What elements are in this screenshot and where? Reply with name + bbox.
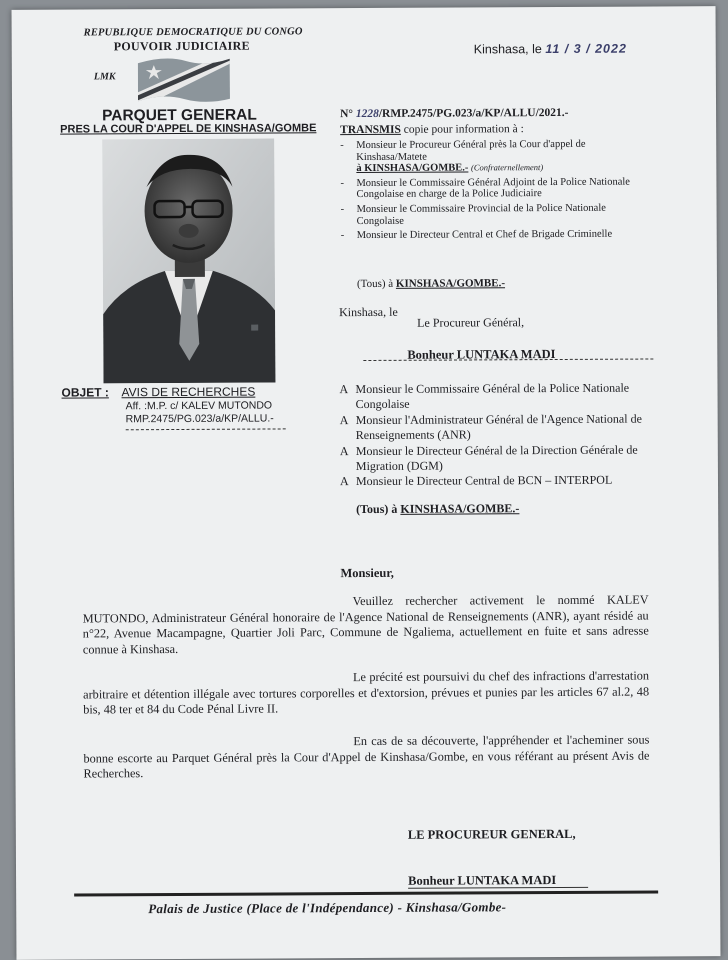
signatory-title: Le Procureur Général, bbox=[417, 315, 525, 330]
document-page bbox=[12, 6, 721, 960]
ref-prefix: N° bbox=[340, 108, 354, 121]
paragraph-1 bbox=[83, 593, 649, 658]
transmission-item bbox=[340, 139, 645, 175]
transmission-item bbox=[340, 176, 645, 201]
tous-prefix: (Tous) à bbox=[356, 277, 394, 291]
paragraph-text: l'acheminer sous bonne escorte au Parquet Général près la Cour d'Appel de Kinshasa/Gombe, en vous référant au présent Avis de Recherches. bbox=[83, 732, 650, 781]
addressee-item: A Monsieur le Directeur Général de la Direction Générale de Migration (DGM) bbox=[340, 442, 662, 474]
transmission-list bbox=[340, 139, 646, 245]
city-prefix: Kinshasa, le bbox=[473, 42, 542, 57]
transmission-item-text: Monsieur le Commissaire Provincial de la Police Nationale Congolaise bbox=[356, 202, 606, 227]
addressee-tous bbox=[356, 501, 519, 517]
authority-heading: POUVOIR JUDICIAIRE bbox=[113, 38, 250, 54]
addressee-item: A Monsieur le Directeur Central de BCN – INTERPOL bbox=[340, 473, 662, 490]
ref-handwritten-number: 1228 bbox=[355, 107, 379, 121]
addressee-item: A Monsieur le Commissaire Général de la Police Nationale Congolaise bbox=[339, 380, 661, 412]
paragraph-lead: Le précité est poursuivi du chef des infractions bbox=[352, 668, 586, 685]
paragraph-lead: En cas de sa découverte, l'appréhender et bbox=[353, 732, 563, 749]
paragraph-lead: Veuillez rechercher activement le nommé bbox=[352, 592, 595, 609]
transmis-text: copie pour information à : bbox=[403, 123, 524, 136]
footer-address: Palais de Justice (Place de l'Indépendance) - Kinshasa/Gombe- bbox=[148, 899, 507, 917]
transmission-item-text: Monsieur le Procureur Général près la Cour d'appel de Kinshasa/Matete bbox=[356, 138, 586, 163]
transmission-intro bbox=[340, 123, 524, 136]
transmission-item bbox=[341, 229, 646, 242]
handwritten-date: 11 / 3 / 2022 bbox=[545, 41, 627, 57]
addressee-list bbox=[339, 380, 662, 490]
tous-prefix: (Tous) à bbox=[356, 501, 398, 517]
paragraph-text: d'arrestation arbitraire et détention illégale avec tortures corporelles et d'extorsion, prévues et punies par les articles 67 al.2, 48 bis, 48 ter et 84 du Code Pénal Livre II. bbox=[83, 668, 650, 717]
paragraph-text: KALEV MUTONDO, Administrateur Général honoraire de l'Agence National de Renseignements (ANR), ayant résidé au n°22, Avenue Macampagne, Quartier Joli Parc, Commune de Ngaliema, actuellement en fuite et sans adresse connue à Kinshasa. bbox=[82, 592, 649, 657]
kinshasa-le: Kinshasa, le bbox=[339, 304, 398, 320]
object-label: OBJET : bbox=[61, 385, 109, 400]
transmis-label: TRANSMIS bbox=[340, 123, 401, 137]
divider bbox=[126, 428, 286, 430]
affair-line: Aff. :M.P. c/ KALEV MUTONDO bbox=[125, 399, 273, 413]
paragraph-2 bbox=[83, 669, 649, 719]
drc-flag-icon bbox=[136, 55, 232, 106]
paragraph-3 bbox=[83, 733, 649, 783]
salutation: Monsieur, bbox=[340, 565, 394, 581]
rmp-line: RMP.2475/PG.023/a/KP/ALLU.- bbox=[125, 412, 274, 426]
office-title: PARQUET GENERAL bbox=[102, 106, 257, 125]
court-title: PRES LA COUR D'APPEL DE KINSHASA/GOMBE bbox=[60, 122, 317, 136]
transmission-item bbox=[341, 203, 646, 228]
transmission-item-text: Monsieur le Directeur Central et Chef de Brigade Criminelle bbox=[356, 228, 613, 242]
transmission-item-text: Monsieur le Commissaire Général Adjoint de la Police Nationale Congolaise en charge de la Police Judiciaire bbox=[356, 176, 630, 201]
transmission-tous bbox=[357, 277, 505, 290]
transmission-item-note: (Confraternellement) bbox=[470, 162, 544, 173]
object-value: AVIS DE RECHERCHES bbox=[121, 384, 256, 400]
signatory-name: Bonheur LUNTAKA MADI bbox=[407, 347, 556, 362]
closing-title: LE PROCUREUR GENERAL, bbox=[407, 826, 576, 842]
tous-place: KINSHASA/GOMBE.- bbox=[400, 501, 520, 516]
transmission-item-place: à KINSHASA/GOMBE.- bbox=[356, 162, 469, 175]
portrait-photo bbox=[102, 138, 275, 383]
tous-place: KINSHASA/GOMBE.- bbox=[395, 277, 506, 290]
republic-heading: REPUBLIQUE DEMOCRATIQUE DU CONGO bbox=[83, 26, 303, 39]
closing-name: Bonheur LUNTAKA MADI bbox=[408, 873, 557, 888]
footer-rule bbox=[74, 890, 658, 896]
addressee-item: A Monsieur l'Administrateur Général de l'Agence National de Renseignements (ANR) bbox=[340, 411, 662, 443]
initials-mark: LMK bbox=[93, 71, 116, 83]
ref-suffix: /RMP.2475/PG.023/a/KP/ALLU/2021.- bbox=[378, 106, 569, 120]
city-date bbox=[474, 42, 627, 57]
reference-number bbox=[340, 107, 568, 120]
signature-underline bbox=[408, 887, 588, 889]
